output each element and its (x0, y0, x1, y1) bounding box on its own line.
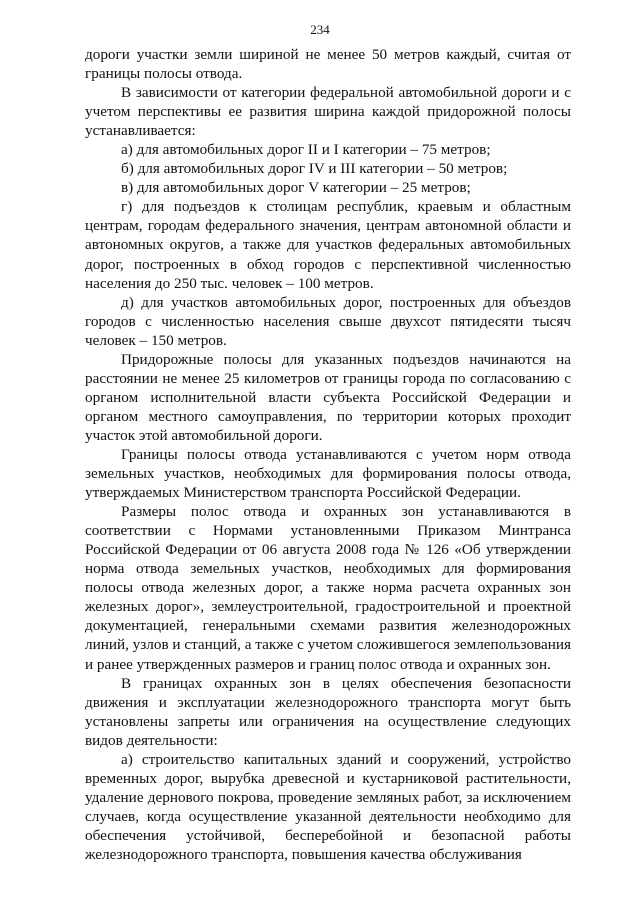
list-item-v: в) для автомобильных дорог V категории – 25 метров; (121, 179, 471, 197)
list-item-b: б) для автомобильных дорог IV и III категории – 50 метров; (121, 160, 508, 178)
list-item-g: г) для подъездов к столицам республик, краевым и областным центрам, городам федерального значения, центрам автономной области и автономных округов, а также для участков федеральных автомобильных дорог, построенных в обход городов с перспективной численностью населения до 250 тыс. человек – 100 метров. (85, 198, 571, 292)
paragraph-continuation: дороги участки земли шириной не менее 50 метров каждый, считая от границы полосы отвода. (85, 46, 571, 83)
paragraph-roadside-start: Придорожные полосы для указанных подъездов начинаются на расстоянии не менее 25 километров от границы города по согласованию с органом исполнительной власти субъекта Российской Федерации и органом местного самоуправления, по территории которых проходит участок этой автомобильной дороги. (85, 350, 571, 444)
document-body (85, 45, 571, 864)
paragraph-allotment-limits: Границы полосы отвода устанавливаются с учетом норм отвода земельных участков, необходимых для формирования полосы отвода, утверждаемых Министерством транспорта Российской Федерации. (85, 445, 571, 502)
paragraph-zone-sizes: Размеры полос отвода и охранных зон устанавливаются в соответствии с Нормами установленными Приказом Минтранса Российской Федерации от 06 августа 2008 года № 126 «Об утверждении норма отвода земельных участков, необходимых для формирования полосы отвода железных дорог, а также норма расчета охранных зон железных дорог», землеустроительной, градостроительной и проектной документацией, генеральными схемами развития железнодорожных линий, узлов и станций, а также с учетом сложившегося землепользования и ранее утвержденных размеров и границ полос отвода и охранных зон. (85, 503, 571, 673)
page-number: 234 (310, 22, 330, 37)
paragraph-roadside-width-intro: В зависимости от категории федеральной автомобильной дороги и с учетом перспективы ее развития ширина каждой придорожной полосы устанавливается: (85, 84, 571, 140)
paragraph-protection-zones: В границах охранных зон в целях обеспечения безопасности движения и эксплуатации железнодорожного транспорта могут быть установлены запреты или ограничения на осуществление следующих видов деятельности: (85, 674, 571, 749)
list-item-d: д) для участков автомобильных дорог, построенных для объездов городов с численностью населения свыше двухсот пятидесяти тысяч человек – 150 метров. (85, 293, 571, 349)
list-item-a-restrictions: а) строительство капитальных зданий и сооружений, устройство временных дорог, вырубка древесной и кустарниковой растительности, удаление дернового покрова, проведение земляных работ, за исключением случаев, когда осуществление указанной деятельности необходимо для обеспечения устойчивой, бесперебойной и безопасной работы железнодорожного транспорта, повышения качества обслуживания (85, 750, 571, 863)
list-item-a: а) для автомобильных дорог II и I категории – 75 метров; (121, 141, 491, 159)
